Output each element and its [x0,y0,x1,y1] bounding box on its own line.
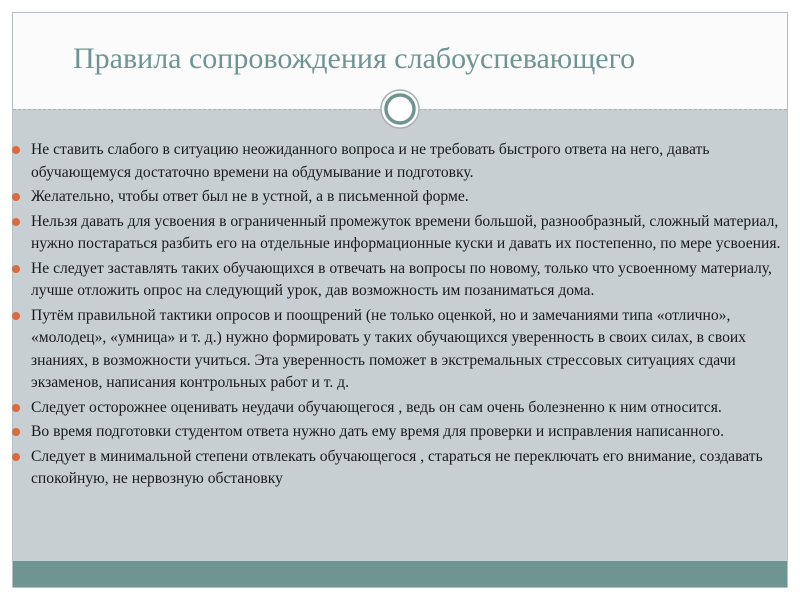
round-bullet-icon [12,404,20,412]
bullet-item [12,446,788,491]
round-bullet-icon [12,312,20,320]
double-circle-icon [380,89,420,129]
footer-bar [13,561,787,587]
round-bullet-icon [12,146,20,154]
bullet-item [12,211,788,256]
round-bullet-icon [12,265,20,273]
bullet-text: Нельзя давать для усвоения в ограниченный промежуток времени большой, разнообразный, сложный материал, нужно постараться разбить его на отдельные информационные куски и давать их постепенно, по мере усвоения. [31,212,781,252]
bullet-text: Следует осторожнее оценивать неудачи обучающегося , ведь он сам очень болезненно к ним относится. [31,398,722,416]
bullet-text: Во время подготовки студентом ответа нужно дать ему время для проверки и исправления написанного. [31,423,725,440]
bullet-text: Не ставить слабого в ситуацию неожиданного вопроса и не требовать быстрого ответа на него, давать обучающемуся достаточно времени на обдумывание и подготовку. [31,141,710,181]
round-bullet-icon [12,218,20,226]
bullet-item [12,139,788,184]
bullet-text: Следует в минимальной степени отвлекать обучающегося , стараться не переключать его внимание, создавать спокойную, не нервозную обстановку [31,447,763,487]
bullet-item [12,258,788,303]
bullet-item [12,186,788,209]
round-bullet-icon [12,453,20,461]
slide-title: Правила сопровождения слабоуспевающего [73,42,636,75]
bullet-text: Путём правильной тактики опросов и поощрений (не только оценкой, но и замечаниями типа «отлично», «молодец», «умница» и т. д.) нужно формировать у таких обучающихся уверенность в своих силах, в своих знаниях, в возможности учиться. Эта уверенность поможет в экстремальных стрессовых ситуациях сдачи экзаменов, написания контрольных работ и т. д. [31,306,747,391]
round-bullet-icon [12,428,20,436]
bullet-text: Желательно, чтобы ответ был не в устной, а в письменной форме. [31,188,469,205]
bullet-list [12,139,788,493]
bullet-text: Не следует заставлять таких обучающихся в отвечать на вопросы по новому, только что усвоенному материалу, лучше отложить опрос на следующий урок, дав возможность им позаниматься дома. [31,259,772,299]
bullet-item [12,305,788,395]
round-bullet-icon [12,193,20,201]
bullet-item [12,421,788,444]
bullet-item [12,397,788,420]
